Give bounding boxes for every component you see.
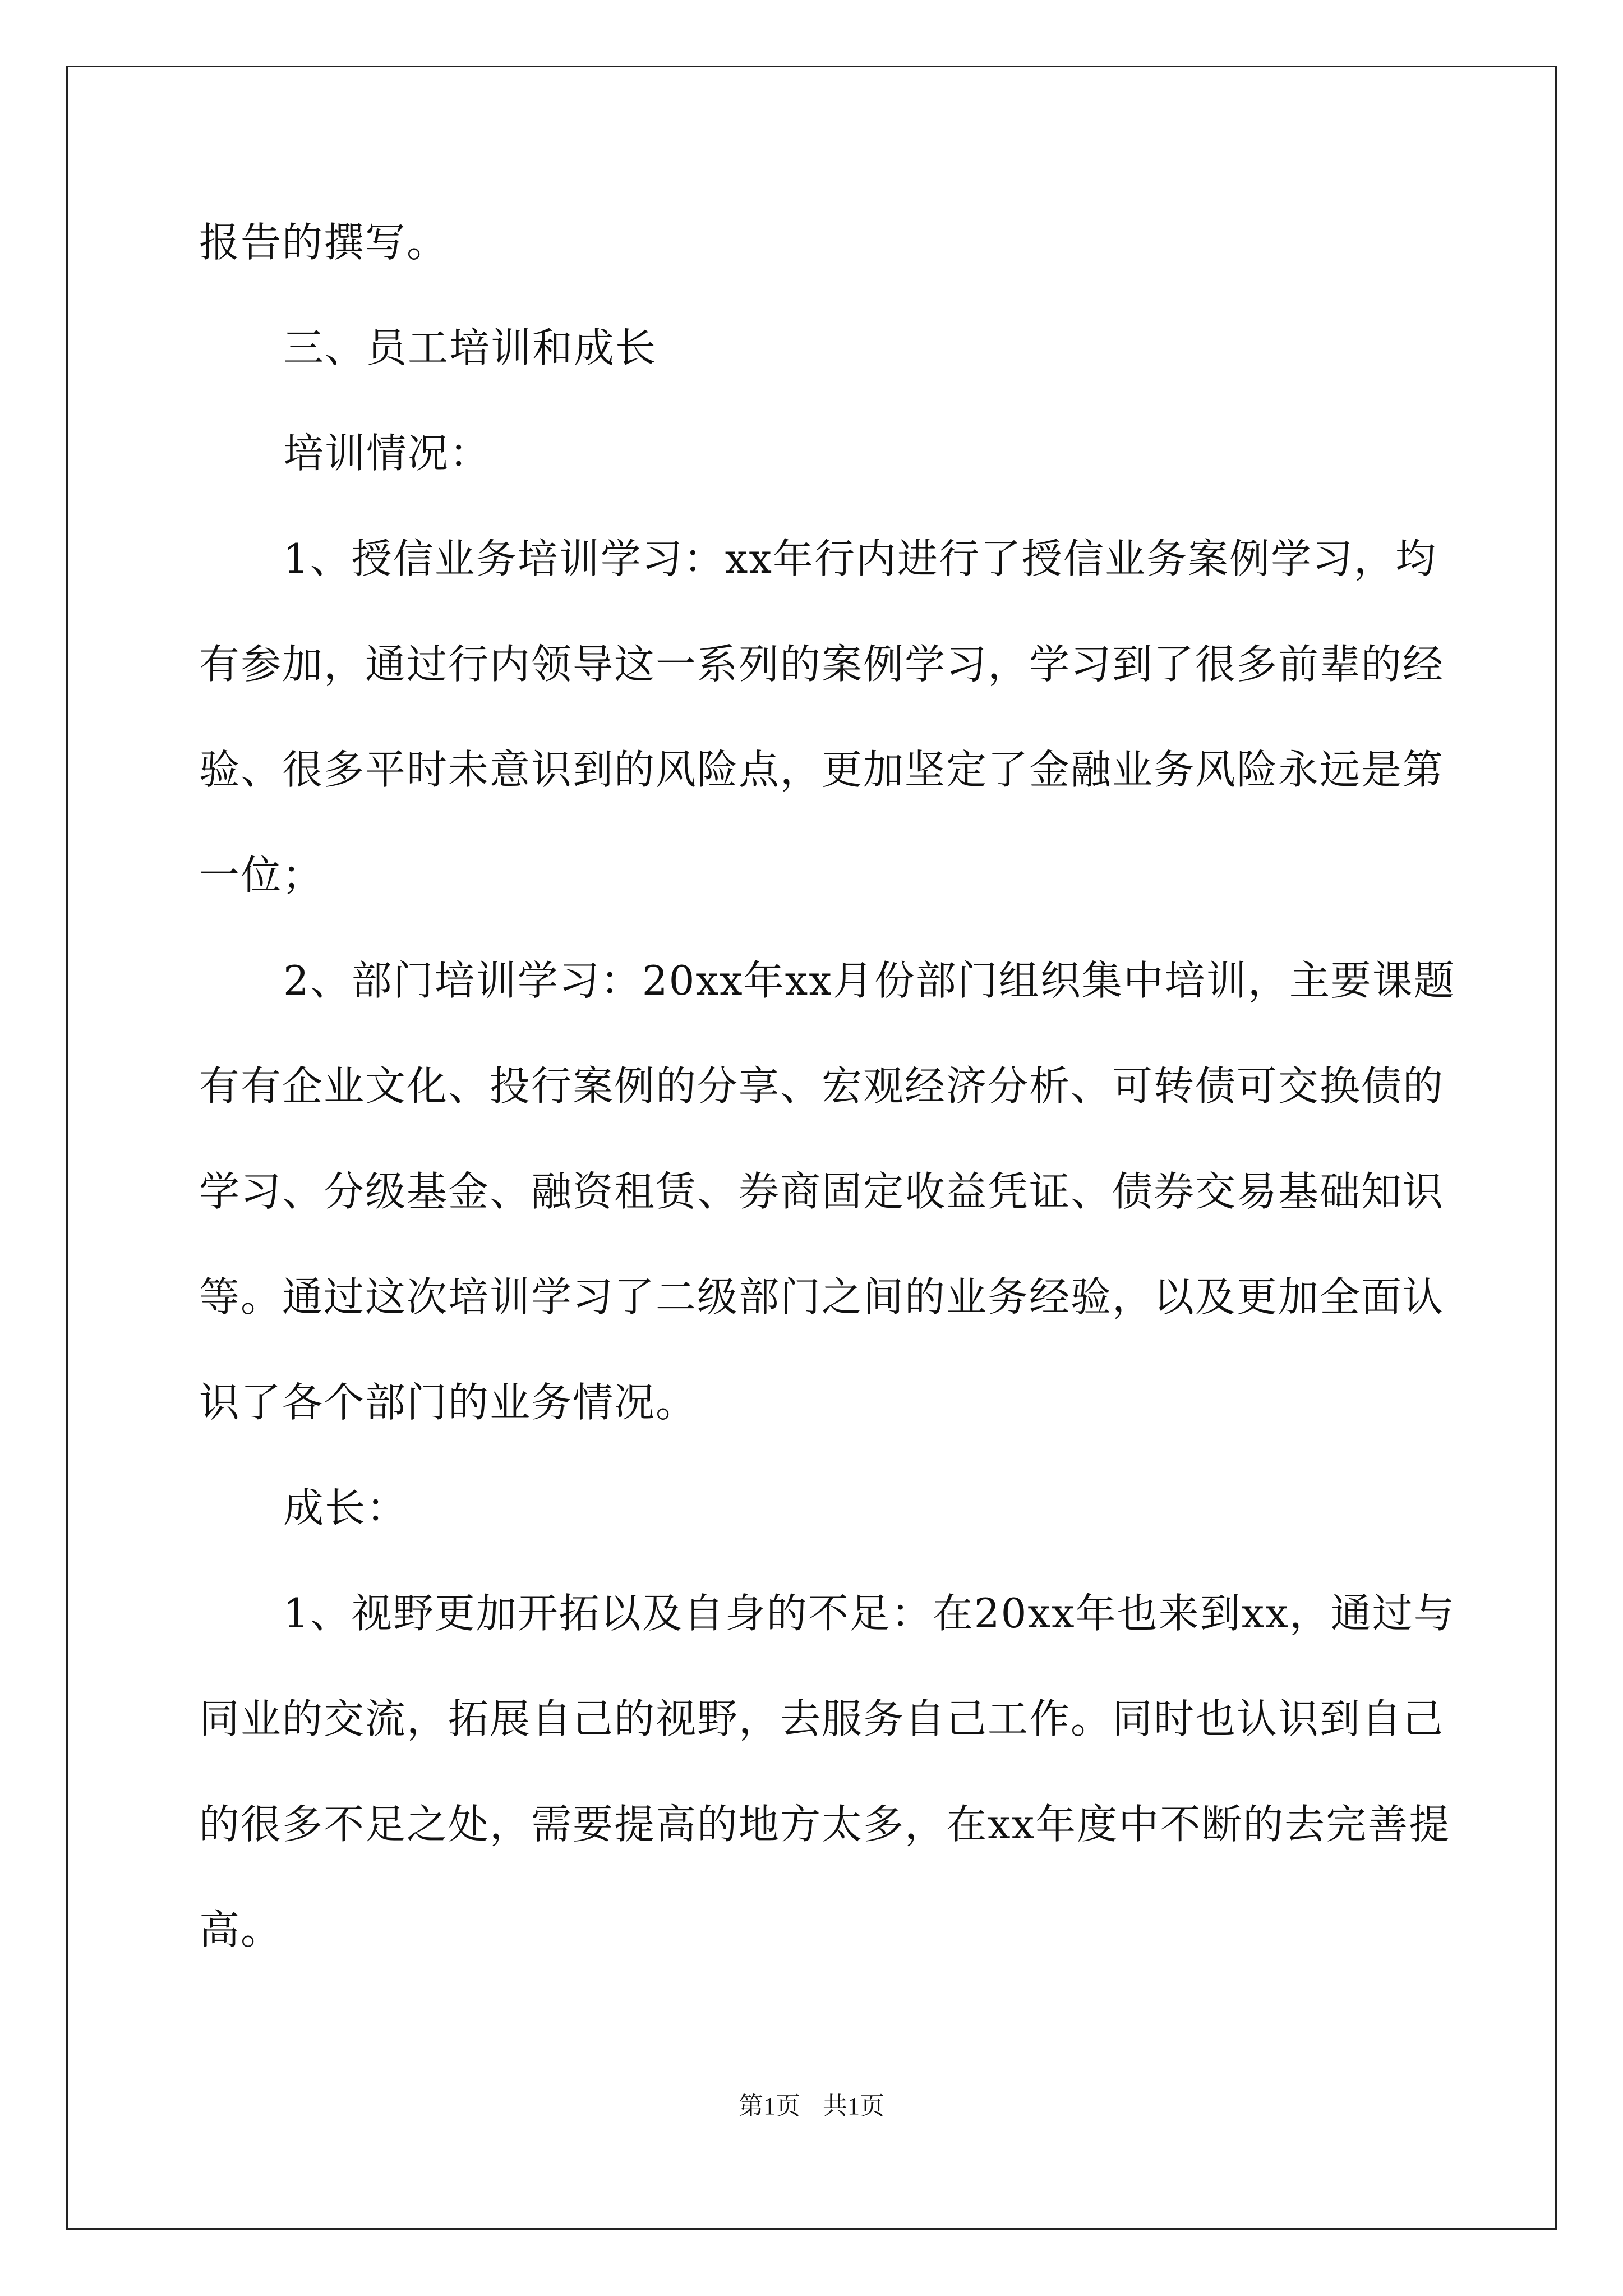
- paragraph-line: 的很多不足之处，需要提高的地方太多，在xx年度中不断的去完善提: [199, 1801, 1451, 1848]
- paragraph-line: 报告的撰写。: [199, 219, 449, 266]
- subheading-training: 培训情况：: [283, 430, 491, 477]
- page-number: 第1页: [739, 2092, 800, 2120]
- subheading-growth: 成长：: [283, 1484, 408, 1531]
- section-heading: 三、员工培训和成长: [283, 324, 657, 371]
- page-total: 共1页: [823, 2092, 884, 2120]
- paragraph-line: 识了各个部门的业务情况。: [199, 1379, 698, 1426]
- page-border: [66, 66, 1557, 2230]
- paragraph-line: 1、视野更加开拓以及自身的不足：在20xx年也来到xx，通过与: [283, 1590, 1455, 1637]
- paragraph-line: 同业的交流，拓展自己的视野，去服务自己工作。同时也认识到自己: [199, 1695, 1445, 1742]
- paragraph-line: 高。: [199, 1906, 283, 1953]
- paragraph-line: 学习、分级基金、融资租赁、券商固定收益凭证、债券交易基础知识: [199, 1168, 1445, 1215]
- paragraph-line: 2、部门培训学习：20xx年xx月份部门组织集中培训，主要课题: [283, 957, 1455, 1004]
- page-footer: [0, 2090, 1623, 2123]
- paragraph-line: 有有企业文化、投行案例的分享、宏观经济分析、可转债可交换债的: [199, 1062, 1445, 1110]
- paragraph-line: 等。通过这次培训学习了二级部门之间的业务经验，以及更加全面认: [199, 1273, 1445, 1320]
- paragraph-line: 验、很多平时未意识到的风险点，更加坚定了金融业务风险永远是第: [199, 746, 1445, 793]
- paragraph-line: 1、授信业务培训学习：xx年行内进行了授信业务案例学习，均: [283, 535, 1437, 582]
- paragraph-line: 有参加，通过行内领导这一系列的案例学习，学习到了很多前辈的经: [199, 641, 1445, 688]
- paragraph-line: 一位；: [199, 852, 324, 899]
